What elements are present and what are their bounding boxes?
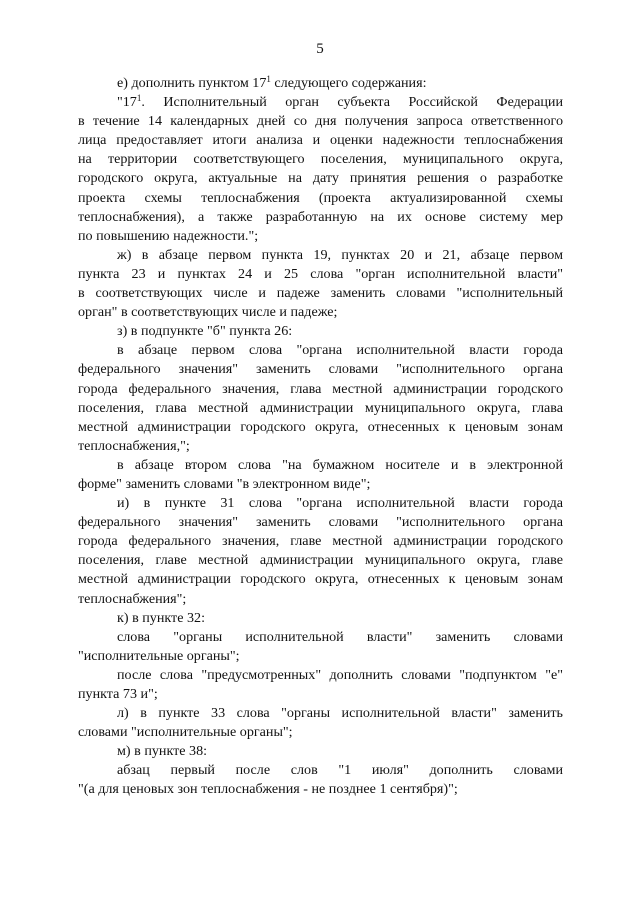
item-k-para1-line-1: слова "органы исполнительной власти" заменить словами: [117, 628, 563, 645]
item-k-para2-line-2: пункта 73 и";: [78, 686, 158, 702]
text-run: "17: [117, 94, 137, 111]
item-z-para1-line-2: федерального значения" заменить словами "исполнительного органа: [78, 361, 563, 378]
quote-line-3: лица предоставляет итоги анализа и оценки надежности теплоснабжения: [78, 132, 563, 149]
superscript: 1: [136, 93, 142, 104]
item-l-line-1: л) в пункте 33 слова "органы исполнительной власти" заменить: [117, 705, 563, 722]
item-i-line-5: местной администрации городского округа, отнесенных к ценовым зонам: [78, 571, 563, 588]
item-k-line-1: к) в пункте 32:: [117, 609, 205, 626]
item-zh-line-2: пункта 23 и пунктах 24 и 25 слова "орган исполнительной власти": [78, 265, 563, 282]
item-zh-line-1: ж) в абзаце первом пункта 19, пунктах 20 и 21, абзаце первом: [117, 246, 563, 263]
superscript: 1: [266, 74, 271, 84]
quote-line-2: в течение 14 календарных дней со дня получения запроса ответственного: [78, 113, 563, 130]
quote-line-5: городского округа, актуальные на дату принятия решения о разработке: [78, 170, 563, 187]
text-run: . Исполнительный орган субъекта Российской Федерации: [141, 94, 563, 111]
item-k-para1-line-2: "исполнительные органы";: [78, 647, 240, 664]
item-k-para2-line-1: после слова "предусмотренных" дополнить словами "подпунктом "е": [117, 666, 563, 683]
item-z-para1-line-1: в абзаце первом слова "органа исполнительной власти города: [117, 342, 563, 359]
item-m-line-1: м) в пункте 38:: [117, 743, 208, 760]
item-i-line-4: поселения, главе местной администрации муниципального округа, главе: [78, 552, 563, 569]
item-z-para2-line-1: в абзаце втором слова "на бумажном носителе и в электронной: [117, 456, 563, 473]
item-i-line-6: теплоснабжения";: [78, 590, 187, 607]
item-m-para1-line-1: абзац первый после слов "1 июля" дополнить словами: [117, 762, 563, 779]
quote-line-8: по повышению надежности.";: [78, 227, 259, 244]
item-z-para1-line-4: поселения, глава местной администрации муниципального округа, глава: [78, 399, 563, 416]
item-zh-line-4: орган" в соответствующих числе и падеже;: [78, 304, 338, 321]
item-z-para2-line-2: форме" заменить словами "в электронном виде";: [78, 475, 371, 492]
item-z-para1-line-3: города федерального значения, глава местной администрации городского: [78, 380, 563, 397]
page-number: 5: [316, 41, 324, 57]
item-i-line-2: федерального значения" заменить словами "исполнительного органа: [78, 514, 563, 531]
text-run: следующего содержания:: [270, 75, 427, 91]
item-z-para1-line-5: местной администрации городского округа, отнесенных к ценовым зонам: [78, 418, 563, 435]
item-m-para1-line-2: "(а для ценовых зон теплоснабжения - не позднее 1 сентября)";: [78, 781, 458, 798]
text-run: е) дополнить пунктом 17: [117, 75, 267, 91]
quote-line-4: на территории соответствующего поселения, муниципального округа,: [78, 151, 563, 168]
body-text: [78, 74, 563, 800]
item-z-para1-line-6: теплоснабжения,";: [78, 437, 190, 454]
item-l-line-2: словами "исполнительные органы";: [78, 724, 293, 741]
item-i-line-1: и) в пункте 31 слова "органа исполнительной власти города: [117, 495, 563, 512]
quote-line-7: теплоснабжения), а также разработанную на их основе систему мер: [78, 208, 563, 225]
item-i-line-3: города федерального значения, главе местной администрации городского: [78, 533, 563, 550]
quote-line-6: проекта схемы теплоснабжения (проекта актуализированной схемы: [78, 189, 563, 206]
quote-line-1: [78, 93, 563, 112]
item-e-line-1: [78, 74, 563, 93]
item-z-line-1: з) в подпункте "б" пункта 26:: [117, 323, 293, 340]
item-zh-line-3: в соответствующих числе и падеже заменить словами "исполнительный: [78, 285, 563, 302]
